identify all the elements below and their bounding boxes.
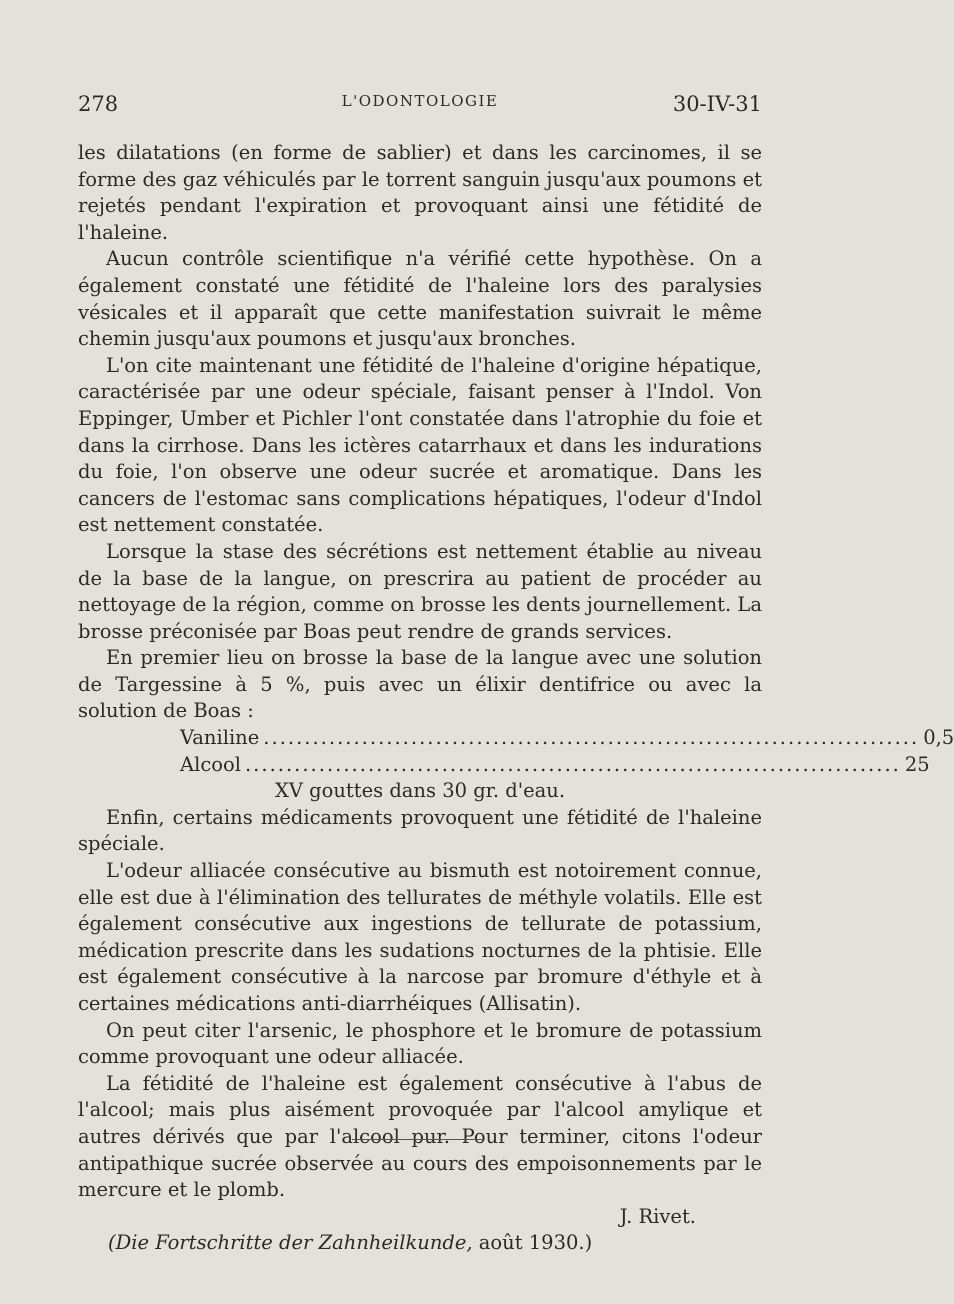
paragraph: En premier lieu on brosse la base de la langue avec une solution de Targessine à 5 %, puis avec un élixir dentifrice ou avec la solution de Boas :	[78, 646, 762, 723]
paragraph: Aucun contrôle scientifique n'a vérifié cette hypothèse. On a également constaté une fétidité de l'haleine lors des paralysies vésicales et il apparaît que cette manifestation suivrait le même chemin jusqu'aux poumons et jusqu'aux bronches.	[78, 247, 762, 351]
recipe-item	[180, 725, 954, 752]
paragraph: L'on cite maintenant une fétidité de l'haleine d'origine hépatique, caractérisée par une odeur spéciale, faisant penser à l'Indol. Von Eppinger, Umber et Pichler l'ont constatée dans l'atrophie du foie et dans la cirrhose. Dans les ictères catarrhaux et dans les indurations du foie, l'on observe une odeur sucrée et aromatique. Dans les cancers de l'estomac sans complications hépatiques, l'odeur d'Indol est nettement constatée.	[78, 353, 762, 537]
recipe-item-qty: 25	[904, 752, 930, 776]
source-open: (	[108, 1231, 116, 1255]
recipe	[180, 725, 954, 778]
source-journal: Die Fortschritte der Zahnheilkunde,	[115, 1231, 473, 1255]
author-signature: J. Rivet.	[619, 1204, 696, 1228]
running-title: L'ODONTOLOGIE	[341, 92, 499, 110]
source-citation	[78, 1230, 762, 1257]
issue-date: 30-IV-31	[672, 92, 762, 116]
recipe-item	[180, 752, 930, 779]
recipe-instruction: XV gouttes dans 30 gr. d'eau.	[274, 779, 566, 803]
recipe-item-name: Vaniline	[180, 726, 260, 750]
paragraph: L'odeur alliacée consécutive au bismuth est notoirement connue, elle est due à l'élimination des tellurates de méthyle volatils. Elle est également consécutive aux ingestions de tellurate de potassium, médication prescrite dans les sudations nocturnes de la phtisie. Elle est également consécutive à la narcose par bromure d'éthyle et à certaines médications anti-diarrhéiques (Allisatin).	[78, 859, 762, 1015]
paragraph: La fétidité de l'haleine est également consécutive à l'abus de l'alcool; mais plus aisément provoquée par l'alcool amylique et autres dérivés que par l'alcool pur. Pour terminer, citons l'odeur antipathique sucrée observée au cours des empoisonnements par le mercure et le plomb.	[78, 1071, 762, 1202]
paragraph: Enfin, certains médicaments provoquent une fétidité de l'haleine spéciale.	[78, 805, 762, 856]
paragraph: les dilatations (en forme de sablier) et dans les carcinomes, il se forme des gaz véhiculés par le torrent sanguin jusqu'aux poumons et rejetés pendant l'expiration et provoquant ainsi une fétidité de l'haleine.	[78, 141, 762, 244]
paragraph: Lorsque la stase des sécrétions est nettement établie au niveau de la base de la langue, on prescrira au patient de procéder au nettoyage de la région, comme on brosse les dents journellement. La brosse préconisée par Boas peut rendre de grands services.	[78, 539, 762, 643]
source-date: août 1930.)	[472, 1231, 593, 1255]
recipe-item-qty: 0,5	[923, 726, 954, 750]
paragraph: On peut citer l'arsenic, le phosphore et le bromure de potassium comme provoquant une odeur alliacée.	[78, 1018, 762, 1069]
page-number: 278	[78, 92, 119, 116]
leader-dots: ................................................................................	[263, 726, 920, 750]
leader-dots: ................................................................................	[244, 752, 901, 776]
page-header	[78, 92, 762, 116]
end-rule	[352, 1139, 482, 1140]
recipe-item-name: Alcool	[180, 752, 241, 776]
article-body	[78, 140, 954, 1257]
